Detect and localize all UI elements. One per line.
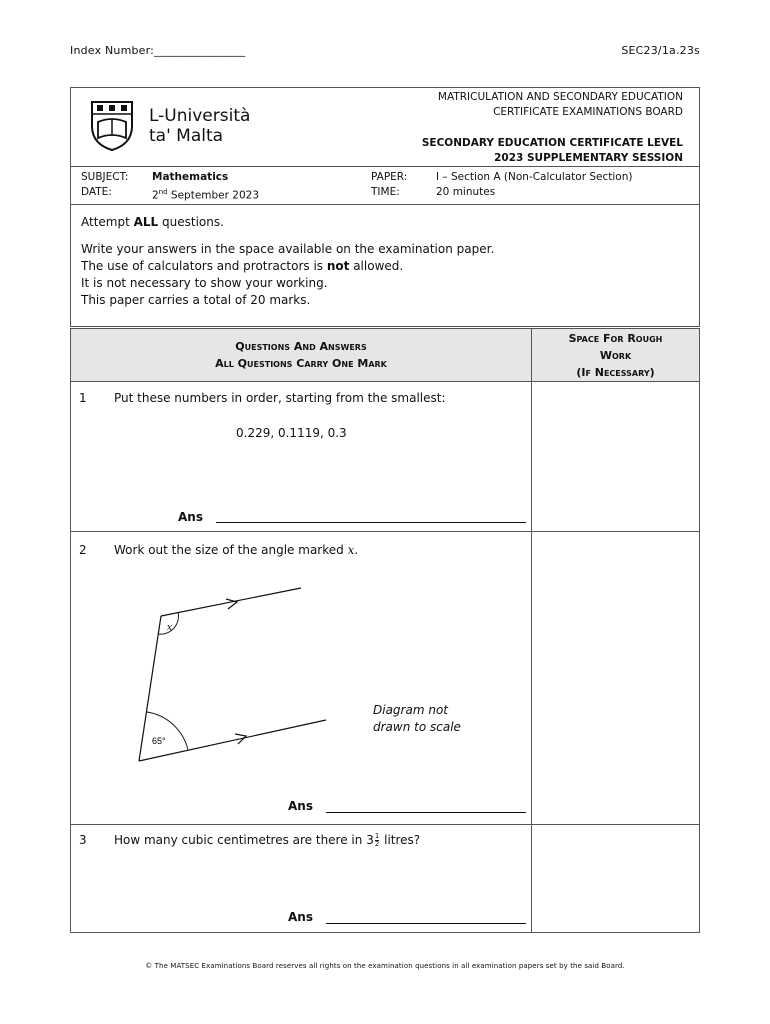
date-label: DATE:	[81, 186, 112, 198]
instruction-line-3: It is not necessary to show your working.	[81, 276, 328, 290]
paper-label: PAPER:	[371, 171, 408, 183]
questions-header: Questions And Answers All Questions Carry One Mark	[71, 329, 531, 381]
instruction-line-1: Write your answers in the space available on the examination paper.	[81, 242, 495, 256]
angle-65-label: 65°	[152, 736, 166, 746]
paper-code: SEC23/1a.23s	[621, 44, 700, 57]
date-value: 2nd September 2023	[152, 188, 260, 202]
angle-x-label: x	[167, 623, 173, 633]
rough-work-header: Space For Rough Work (If Necessary)	[532, 329, 699, 381]
instruction-line-2: The use of calculators and protractors is not allowed.	[81, 259, 404, 273]
time-value: 20 minutes	[436, 186, 496, 198]
instruction-line-4: This paper carries a total of 20 marks.	[81, 293, 311, 307]
board-name: MATRICULATION AND SECONDARY EDUCATION CERTIFICATE EXAMINATIONS BOARD	[437, 91, 683, 118]
question-3-answer-line[interactable]	[326, 923, 526, 924]
time-label: TIME:	[371, 186, 400, 198]
question-1-number: 1	[79, 391, 87, 405]
subject-value: Mathematics	[152, 171, 229, 183]
question-1-values: 0.229, 0.1119, 0.3	[236, 426, 347, 440]
paper-value: I – Section A (Non-Calculator Section)	[436, 171, 633, 183]
angle-diagram	[121, 579, 421, 769]
question-2-ans-label: Ans	[288, 799, 313, 813]
question-1-ans-label: Ans	[178, 510, 203, 524]
question-2-text: Work out the size of the angle marked x.	[114, 543, 359, 557]
question-3-ans-label: Ans	[288, 910, 313, 924]
subject-label: SUBJECT:	[81, 171, 129, 183]
diagram-note: Diagram not drawn to scale	[373, 703, 461, 734]
exam-level: SECONDARY EDUCATION CERTIFICATE LEVEL 2023 SUPPLEMENTARY SESSION	[421, 137, 683, 164]
cover-box	[70, 87, 700, 327]
question-2-number: 2	[79, 543, 87, 557]
university-crest-icon	[88, 96, 136, 152]
question-1-text: Put these numbers in order, starting from the smallest:	[114, 391, 446, 405]
copyright-footer: © The MATSEC Examinations Board reserves all rights on the examination questions in all examination papers set by the said Board.	[145, 962, 625, 970]
question-3-number: 3	[79, 833, 87, 847]
question-3-text: How many cubic centimetres are there in 3 $\frac{1}{2}$ litres?	[114, 832, 421, 848]
university-name: L-Università ta' Malta	[149, 106, 251, 146]
index-number-field: Index Number:________________	[70, 44, 246, 57]
question-2-answer-line[interactable]	[326, 812, 526, 813]
instruction-attempt: Attempt ALL questions.	[81, 215, 224, 229]
question-1-answer-line[interactable]	[216, 522, 526, 523]
questions-table	[70, 328, 700, 933]
